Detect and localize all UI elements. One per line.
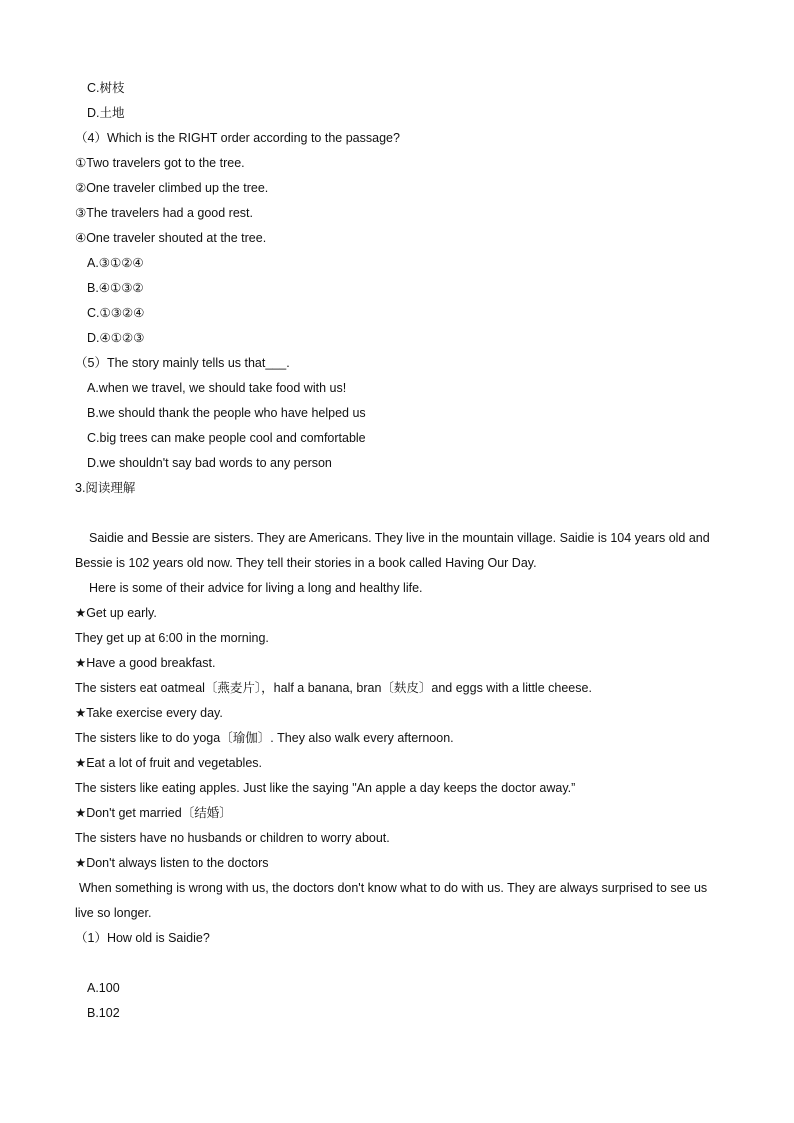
spacer: [75, 501, 720, 526]
q5-option-a: A.when we travel, we should take food with us!: [87, 381, 347, 395]
tip-heading: ★Don't always listen to the doctors: [75, 856, 269, 870]
q4-option-c: C.①③②④: [87, 306, 145, 320]
page-content: [75, 76, 720, 1026]
tip-heading: ★Take exercise every day.: [75, 706, 223, 720]
q4-event-3: ③The travelers had a good rest.: [75, 206, 253, 220]
passage-paragraph-2: Here is some of their advice for living a long and healthy life.: [89, 581, 423, 595]
tip-body: The sisters have no husbands or children to worry about.: [75, 831, 390, 845]
passage-paragraph-1: Saidie and Bessie are sisters. They are Americans. They live in the mountain village. Saidie is 104 years old and Bessie is 102 years old now. They tell their stories in a book called Having Our Day.: [75, 531, 710, 570]
q4-event-2: ②One traveler climbed up the tree.: [75, 181, 269, 195]
q5-option-d: D.we shouldn't say bad words to any person: [87, 456, 332, 470]
q4-option-d: D.④①②③: [87, 331, 145, 345]
q5-option-c: C.big trees can make people cool and comfortable: [87, 431, 366, 445]
q4-option-a: A.③①②④: [87, 256, 144, 270]
tip-body: The sisters eat oatmeal〔燕麦片〕，half a banana, bran〔麸皮〕and eggs with a little cheese.: [75, 681, 592, 695]
q3-option-c: C.树枝: [87, 81, 125, 95]
tip-body: When something is wrong with us, the doctors don't know what to do with us. They are always surprised to see us live so longer.: [75, 881, 708, 920]
tip-body: The sisters like to do yoga〔瑜伽〕. They also walk every afternoon.: [75, 731, 454, 745]
q5-option-b: B.we should thank the people who have helped us: [87, 406, 366, 420]
s3-q1-option-b: B.102: [87, 1006, 120, 1020]
q4-option-b: B.④①③②: [87, 281, 144, 295]
q3-option-d: D.土地: [87, 106, 125, 120]
tip-heading: ★Don't get married〔结婚〕: [75, 806, 232, 820]
tip-heading: ★Get up early.: [75, 606, 157, 620]
s3-q1-stem: （1）How old is Saidie?: [75, 931, 210, 945]
q4-event-1: ①Two travelers got to the tree.: [75, 156, 245, 170]
q4-event-4: ④One traveler shouted at the tree.: [75, 231, 267, 245]
tip-body: The sisters like eating apples. Just like the saying "An apple a day keeps the doctor away.”: [75, 781, 576, 795]
tip-heading: ★Have a good breakfast.: [75, 656, 216, 670]
tip-heading: ★Eat a lot of fruit and vegetables.: [75, 756, 263, 770]
s3-q1-option-a: A.100: [87, 981, 120, 995]
tip-body: They get up at 6:00 in the morning.: [75, 631, 269, 645]
q5-stem: （5）The story mainly tells us that___.: [75, 356, 290, 370]
section-3-title: 3.阅读理解: [75, 481, 136, 495]
spacer: [75, 951, 720, 976]
q4-stem: （4）Which is the RIGHT order according to the passage?: [75, 131, 400, 145]
